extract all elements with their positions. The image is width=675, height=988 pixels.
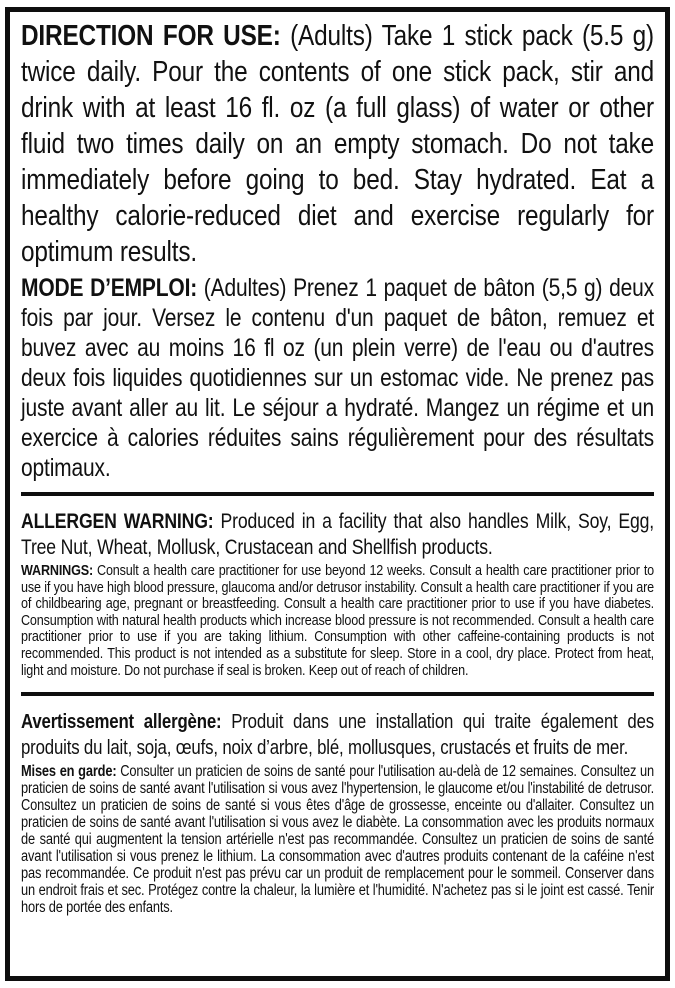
allergen-warning-fr-heading: Avertissement allergène: <box>21 711 222 734</box>
warnings-en-heading: WARNINGS: <box>21 562 93 579</box>
warnings-fr-section <box>21 763 654 916</box>
warnings-en-body: Consult a health care practitioner for use beyond 12 weeks. Consult a health care practitioner prior to use if you have high blood pressure, glaucoma and/or detrusor instability. Consult a health care practitioner if you are of childbearing age, pregnant or breastfeeding. Consult a health care practitioner prior to use if you have diabetes. Consumption with natural health products which increase blood pressure is not recommended. Consult a health care practitioner prior to use if you are taking lithium. Consumption with other caffeine-containing products is not recommended. This product is not intended as a substitute for sleep. Store in a cool, dry place. Protect from heat, light and moisture. Do not purchase if seal is broken. Keep out of reach of children. <box>21 562 655 679</box>
section-divider-bottom <box>21 692 654 696</box>
directions-en-body: (Adults) Take 1 stick pack (5.5 g) twice daily. Pour the contents of one stick pack, stir and drink with at least 16 fl. oz (a full glass) of water or other fluid two times daily on an empty stomach. Do not take immediately before going to bed. Stay hydrated. Eat a healthy calorie-reduced diet and exercise regularly for optimum results. <box>21 20 655 268</box>
allergen-warning-en-section <box>21 509 654 561</box>
label-panel <box>5 7 670 981</box>
warnings-fr-body: Consulter un praticien de soins de santé pour l'utilisation au-delà de 12 semaines. Consultez un praticien de soins de santé avant l'utilisation si vous avez l'hypertension, le glaucome et/ou l'instabilité de detrusor. Consultez un praticien de soins de santé si vous êtes d'âge de grossesse, enceinte ou d'allaiter. Consultez un praticien de soins de santé avant l'utilisation si vous avez le diabète. La consommation avec les produits normaux de santé qui augmentent la tension artérielle n'est pas recommandée. Consultez un praticien de soins de santé avant l'utilisation si vous prenez le lithium. La consommation avec d'autres produits contenant de la caféine n'est pas recommandée. Ce produit n'est pas prévu car un produit de remplacement pour le sommeil. Conserver dans un endroit frais et sec. Protégez contre la chaleur, la lumière et l'humidité. N'achetez pas si le joint est cassé. Tenir hors de portée des enfants. <box>21 763 655 917</box>
directions-en-heading: DIRECTION FOR USE: <box>21 20 281 52</box>
allergen-warning-fr-body: Produit dans une installation qui traite également des produits du lait, soja, œufs, noix d’arbre, blé, mollusques, crustacés et fruits de mer. <box>21 711 655 760</box>
directions-en-section <box>21 18 654 270</box>
allergen-warning-en-body: Produced in a facility that also handles Milk, Soy, Egg, Tree Nut, Wheat, Mollusk, Crustacean and Shellfish products. <box>21 510 655 559</box>
directions-fr-section <box>21 273 654 483</box>
section-divider-top <box>21 492 654 496</box>
directions-fr-heading: MODE D’EMPLOI: <box>21 274 198 302</box>
warnings-en-section <box>21 563 654 679</box>
directions-fr-body: (Adultes) Prenez 1 paquet de bâton (5,5 g) deux fois par jour. Versez le contenu d'un paquet de bâton, remuez et buvez avec au moins 16 fl oz (un plein verre) de l'eau ou d'autres deux fois liquides quotidiennes sur un estomac vide. Ne prenez pas juste avant aller au lit. Le séjour a hydraté. Mangez un régime et un exercice à calories réduites sains régulièrement pour des résultats optimaux. <box>21 274 655 482</box>
allergen-warning-en-heading: ALLERGEN WARNING: <box>21 510 214 533</box>
warnings-fr-heading: Mises en garde: <box>21 763 117 781</box>
allergen-warning-fr-section <box>21 709 654 761</box>
